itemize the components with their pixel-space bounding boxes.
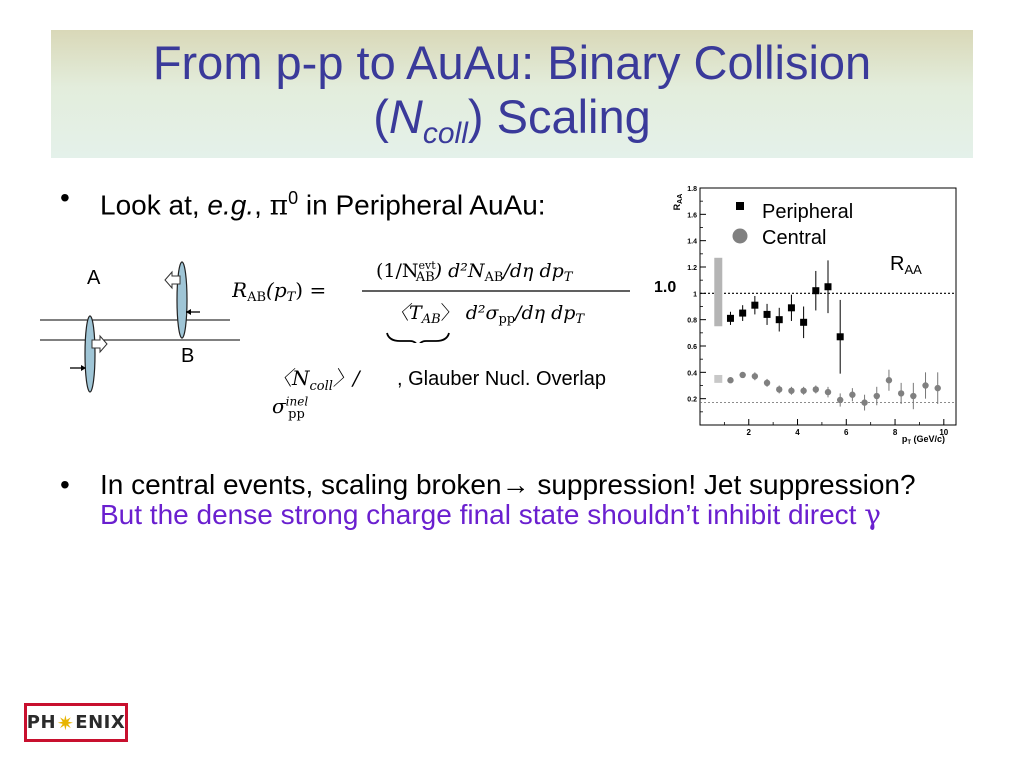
bullet-1	[60, 183, 660, 220]
nucleus-a-disk	[177, 262, 187, 338]
data-point-central	[825, 389, 831, 395]
underbrace	[387, 333, 449, 343]
label-b: B	[181, 345, 195, 367]
bullet1-pi: π	[269, 188, 289, 222]
data-point-central	[764, 380, 770, 386]
x-tick-label: 6	[844, 428, 849, 437]
chart-legend	[733, 201, 854, 249]
data-point-central	[874, 393, 880, 399]
y-tick-label: 1.4	[687, 238, 697, 246]
data-point-peripheral	[812, 287, 819, 294]
raa-chart	[660, 180, 960, 445]
data-point-central	[727, 377, 733, 383]
bullet-dot-2: •	[60, 469, 70, 500]
nucleus-b-disk	[85, 316, 95, 392]
bullet2-gamma: γ	[864, 498, 881, 531]
legend-peripheral-marker	[736, 202, 744, 210]
x-tick-label: 2	[746, 428, 751, 437]
y-tick-label: 1.6	[687, 212, 697, 220]
data-point-central	[800, 388, 806, 394]
ncoll-sigma-expression: 〈$N_{coll}$〉$/\sigma^{inel}_{pp}$	[272, 366, 360, 422]
data-point-central	[788, 388, 794, 394]
glauber-label: , Glauber Nucl. Overlap	[397, 368, 606, 390]
y-tick-label: 0.4	[687, 370, 697, 378]
x-tick-label: 4	[795, 428, 800, 437]
bullet2-purple-text: But the dense strong charge final state shouldn’t inhibit direct	[100, 499, 865, 530]
formula-numerator: ($1/N^{evt}$ AB) $d^2N_{AB}/d\eta$ $dp_T$	[376, 259, 573, 285]
slide-title	[51, 30, 973, 161]
data-point-central	[752, 373, 758, 379]
sys-band-peripheral	[714, 258, 722, 326]
y-tick-label: 1	[693, 291, 697, 299]
data-point-peripheral	[837, 333, 844, 340]
y-tick-label: 0.8	[687, 317, 697, 325]
title-coll: coll	[422, 117, 468, 150]
data-point-peripheral	[825, 283, 832, 290]
data-point-central	[813, 386, 819, 392]
y-tick-label: 0.2	[687, 396, 697, 404]
formula-denominator: 〈$T_{AB}$〉 $d^2\sigma_{pp}/d\eta$ $dp_T$	[390, 302, 585, 327]
data-point-peripheral	[727, 315, 734, 322]
bullet2-text-b: suppression! Jet suppression?	[529, 469, 916, 500]
y-tick-label: 1.2	[687, 265, 697, 272]
bullet-dot: •	[60, 182, 70, 213]
data-point-peripheral	[776, 316, 783, 323]
title-line-1: From p-p to AuAu: Binary Collision	[152, 36, 872, 89]
data-point-central	[739, 372, 745, 378]
bullet1-text-b: ,	[254, 189, 270, 221]
bullet-2	[60, 470, 930, 530]
x-tick-label: 8	[892, 428, 898, 437]
data-point-peripheral	[788, 304, 795, 311]
data-point-central	[849, 392, 855, 398]
data-point-peripheral	[751, 302, 758, 309]
bullet1-text-a: Look at,	[100, 189, 208, 221]
data-point-central	[776, 386, 782, 392]
data-point-central	[861, 399, 867, 405]
data-point-central	[922, 382, 928, 388]
bullet1-eg: e.g.	[207, 189, 255, 221]
chart-annotation-raa: $R_{AA}$	[890, 253, 922, 277]
data-point-peripheral	[739, 310, 746, 317]
bullet2-text-a: In central events, scaling broken	[100, 469, 502, 500]
data-point-central	[910, 393, 916, 399]
phenix-logo: PH ✷ ENIX	[24, 703, 128, 742]
y-tick-label: 0.6	[687, 344, 697, 351]
bullet2-arrow: →	[501, 469, 530, 500]
data-point-central	[837, 397, 843, 403]
legend-central-marker	[733, 229, 748, 244]
x-tick-label: 10	[939, 428, 949, 437]
raa-formula	[232, 253, 632, 343]
chart-xlabel: $p_T$ (GeV/c)	[901, 434, 945, 445]
unity-label: 1.0	[654, 279, 677, 296]
collision-diagram	[40, 258, 240, 398]
label-a: A	[87, 267, 101, 289]
title-close: )	[467, 90, 484, 143]
legend-peripheral-label: Peripheral	[762, 201, 854, 223]
bullet1-pi-sup: 0	[288, 188, 299, 208]
data-point-central	[886, 377, 892, 383]
data-point-peripheral	[764, 311, 771, 318]
data-point-peripheral	[800, 319, 807, 326]
chart-ylabel: $R_{AA}$	[672, 193, 684, 211]
bullet1-text-c: in Peripheral AuAu:	[298, 189, 546, 221]
y-tick-label: 1.8	[687, 186, 697, 193]
data-point-central	[898, 390, 904, 396]
data-point-central	[935, 385, 941, 391]
sys-band-central	[714, 375, 722, 383]
legend-central-label: Central	[762, 227, 827, 249]
title-open: (	[373, 90, 389, 143]
title-n: N	[388, 90, 423, 143]
formula-lhs: $R_{AB}(p_T)$ =	[232, 278, 327, 305]
title-scaling: Scaling	[483, 90, 651, 143]
